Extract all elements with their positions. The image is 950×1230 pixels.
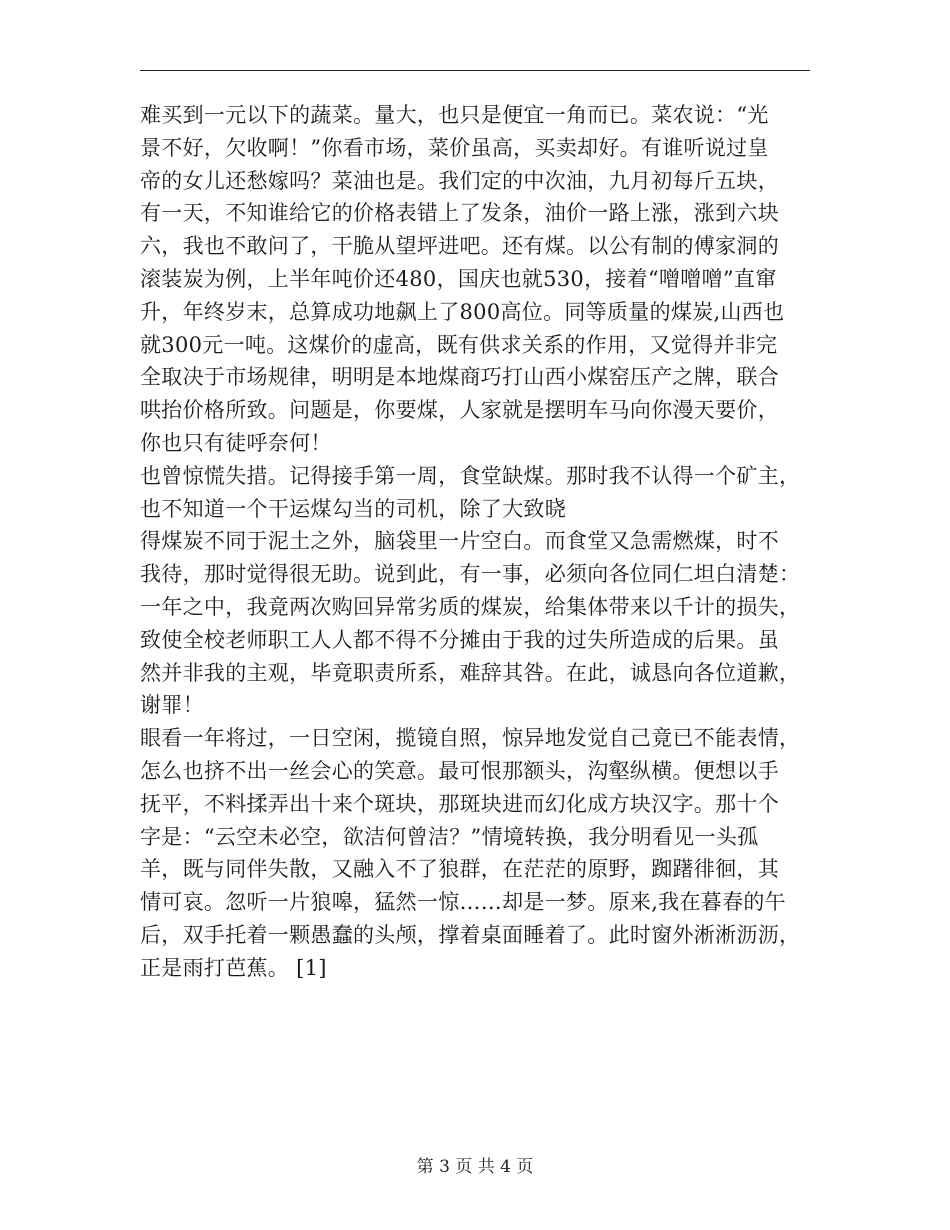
text-line: 六，我也不敢问了，干脆从望坪进吧。还有煤。以公有制的傅家洞的 bbox=[140, 234, 779, 259]
text-line: 致使全校老师职工人人都不得不分摊由于我的过失所造成的后果。虽 bbox=[140, 627, 779, 652]
text-line: 谢罪！ bbox=[140, 693, 204, 718]
text-line: 眼看一年将过，一日空闲，揽镜自照，惊异地发觉自己竟已不能表情， bbox=[140, 726, 801, 751]
text-line: 就300元一吨。这煤价的虚高，既有供求关系的作用，又觉得并非完 bbox=[140, 332, 778, 357]
text-line: 升，年终岁末，总算成功地飙上了800高位。同等质量的煤炭,山西也 bbox=[140, 299, 785, 324]
text-line: 正是雨打芭蕉。 [1] bbox=[140, 955, 327, 980]
text-line: 我待，那时觉得很无助。说到此，有一事，必须向各位同仁坦白清楚： bbox=[140, 562, 801, 587]
text-line: 也曾惊慌失措。记得接手第一周，食堂缺煤。那时我不认得一个矿主， bbox=[140, 463, 801, 488]
text-line: 也不知道一个干运煤勾当的司机，除了大致晓 bbox=[140, 496, 566, 521]
text-line: 你也只有徒呼奈何！ bbox=[140, 430, 332, 455]
text-line: 然并非我的主观，毕竟职责所系，难辞其咎。在此，诚恳向各位道歉， bbox=[140, 660, 801, 685]
text-line: 字是：“云空未必空，欲洁何曾洁？”情境转换，我分明看见一头孤 bbox=[140, 824, 759, 849]
text-line: 景不好，欠收啊！”你看市场，菜价虽高，买卖却好。有谁听说过皇 bbox=[140, 135, 769, 160]
text-line: 哄抬价格所致。问题是，你要煤，人家就是摆明车马向你漫天要价， bbox=[140, 398, 779, 423]
text-line: 抚平，不料揉弄出十来个斑块，那斑块进而幻化成方块汉字。那十个 bbox=[140, 791, 779, 816]
text-line: 后，双手托着一颗愚蠢的头颅，撑着桌面睡着了。此时窗外淅淅沥沥， bbox=[140, 922, 801, 947]
text-line: 一年之中，我竟两次购回异常劣质的煤炭，给集体带来以千计的损失， bbox=[140, 594, 801, 619]
page-number-footer: 第 3 页 共 4 页 bbox=[416, 1157, 534, 1177]
text-line: 情可哀。忽听一片狼嗥，猛然一惊……却是一梦。原来,我在暮春的午 bbox=[140, 890, 786, 915]
text-line: 全取决于市场规律，明明是本地煤商巧打山西小煤窑压产之牌，联合 bbox=[140, 365, 779, 390]
header-rule bbox=[140, 70, 810, 71]
text-line: 滚装炭为例，上半年吨价还480，国庆也就530，接着“噌噌噌”直窜 bbox=[140, 266, 777, 291]
text-line: 羊，既与同伴失散，又融入不了狼群，在茫茫的原野，踟躇徘徊，其 bbox=[140, 857, 779, 882]
text-line: 怎么也挤不出一丝会心的笑意。最可恨那额头，沟壑纵横。便想以手 bbox=[140, 758, 779, 783]
body-text bbox=[140, 99, 820, 985]
text-line: 难买到一元以下的蔬菜。量大，也只是便宜一角而已。菜农说：“光 bbox=[140, 103, 769, 127]
text-line: 帝的女儿还愁嫁吗？菜油也是。我们定的中次油，九月初每斤五块， bbox=[140, 168, 779, 193]
text-line: 有一天，不知谁给它的价格表错上了发条，油价一路上涨，涨到六块 bbox=[140, 201, 779, 226]
text-line: 得煤炭不同于泥土之外，脑袋里一片空白。而食堂又急需燃煤，时不 bbox=[140, 529, 779, 554]
